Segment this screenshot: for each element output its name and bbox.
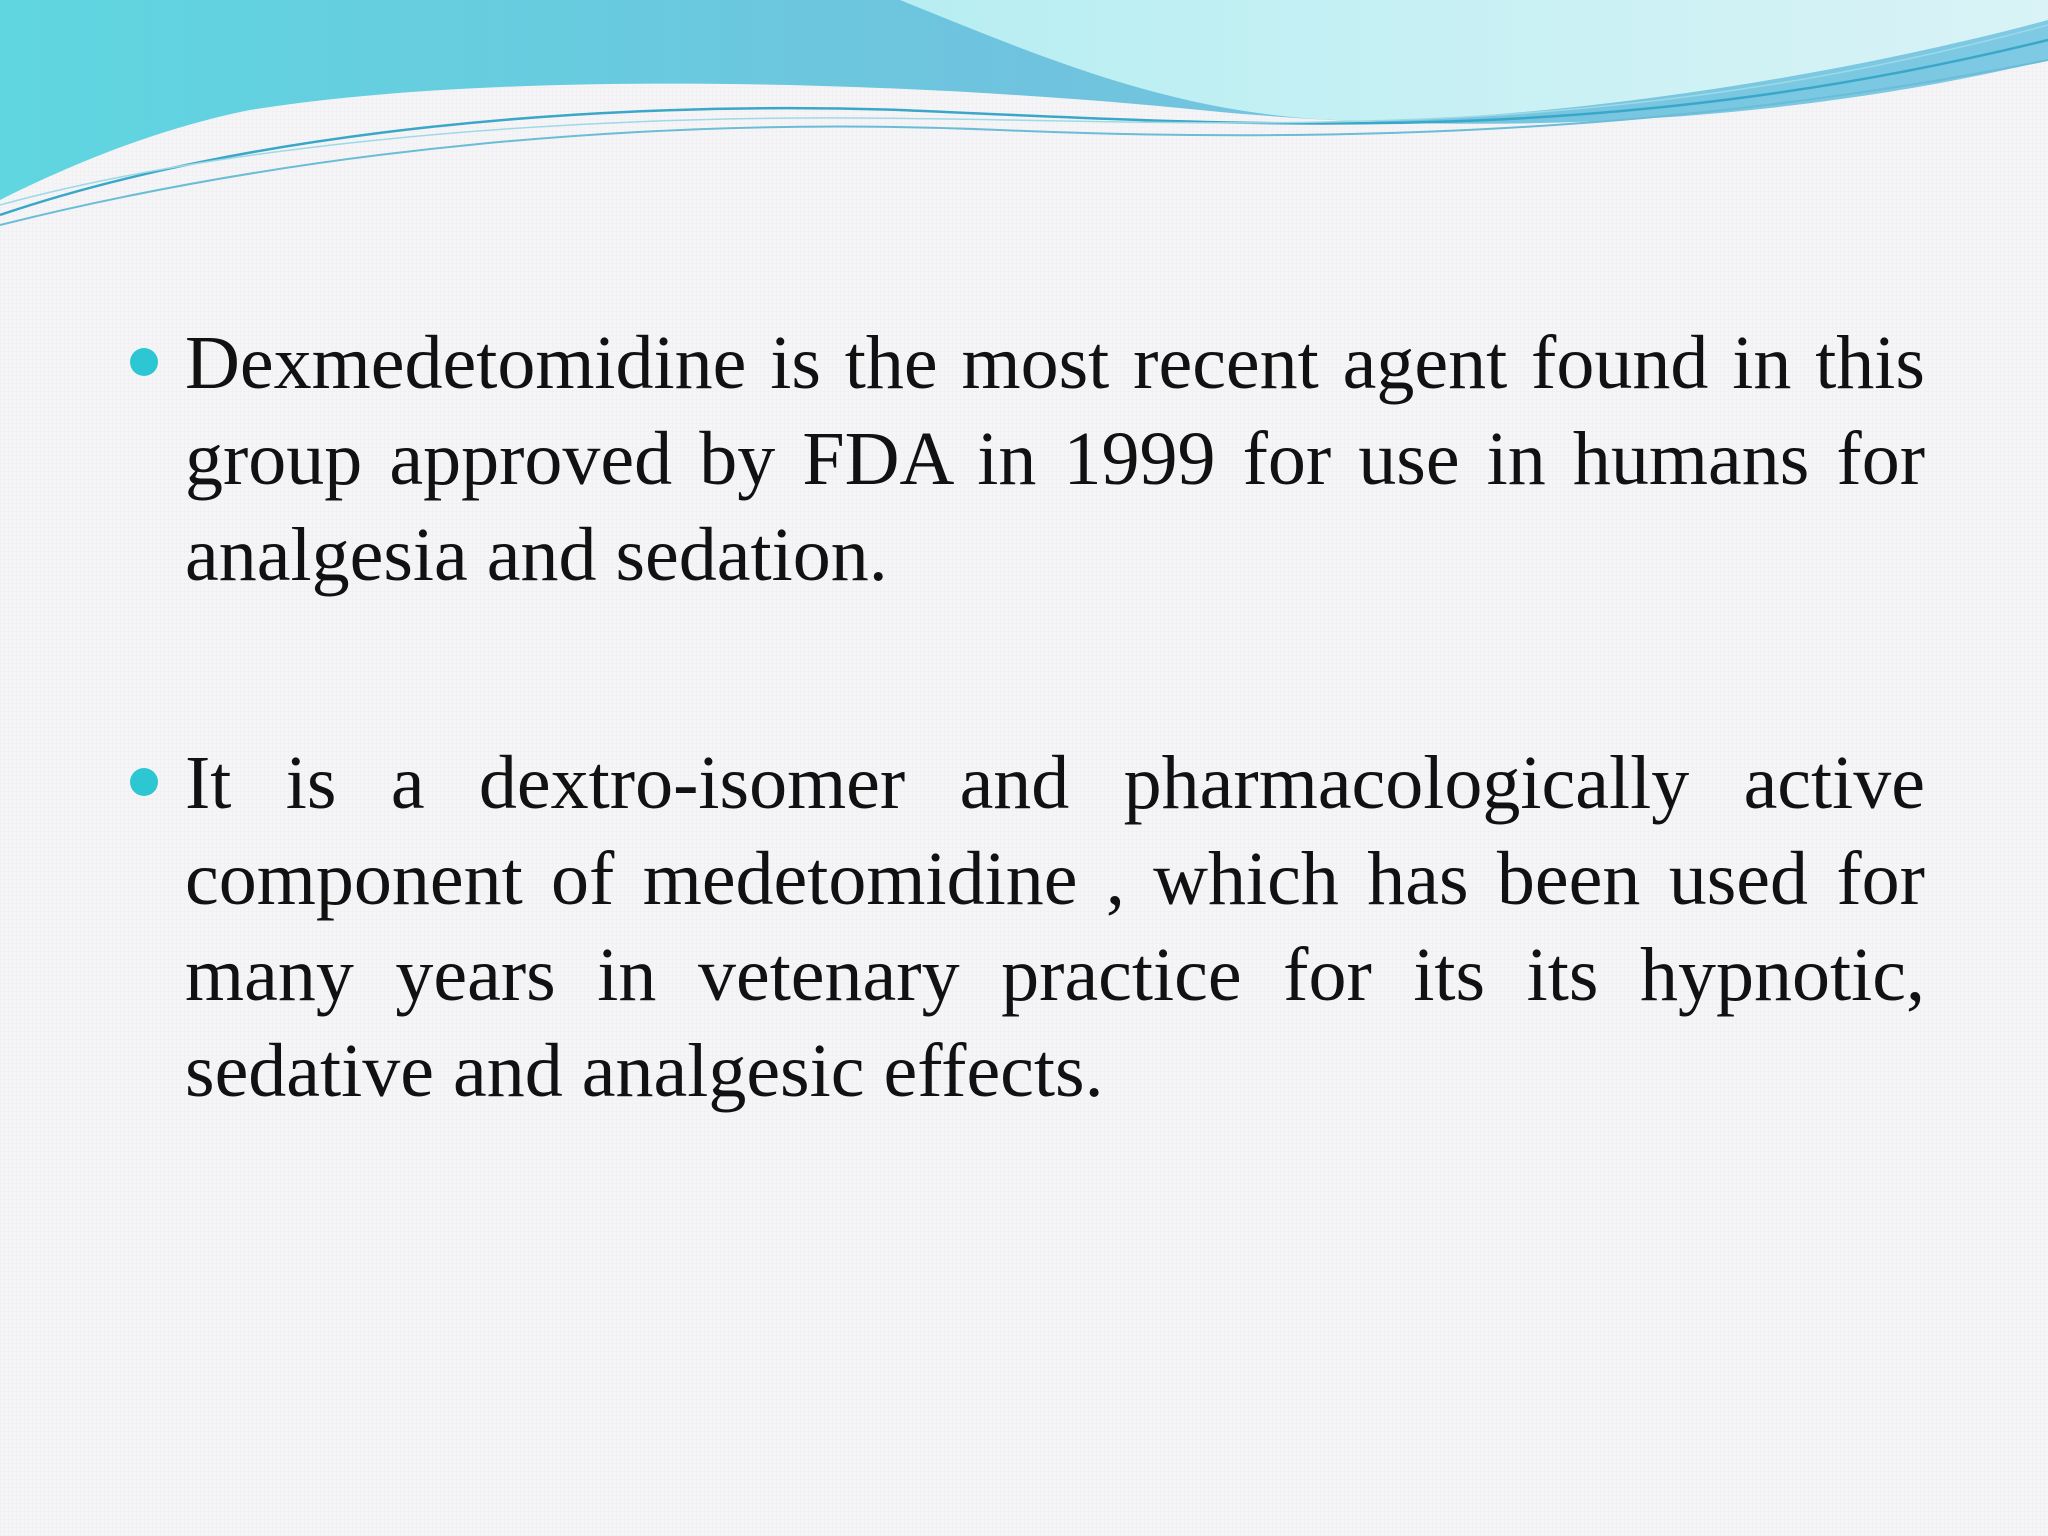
bullet-item — [125, 315, 1925, 603]
bullet-text: It is a dextro-isomer and pharmacologically active component of medetomidine , which has been used for many years in vetenary practice for its its hypnotic, sedative and analgesic effects. — [185, 741, 1925, 1113]
bullet-list — [125, 315, 1925, 1119]
bullet-text: Dexmedetomidine is the most recent agent found in this group approved by FDA in 1999 for use in humans for analgesia and sedation. — [185, 321, 1925, 597]
bullet-dot-icon — [130, 348, 158, 376]
header-wave-decoration — [0, 0, 2048, 240]
bullet-item — [125, 735, 1925, 1119]
slide-content — [125, 315, 1925, 1251]
bullet-dot-icon — [130, 768, 158, 796]
